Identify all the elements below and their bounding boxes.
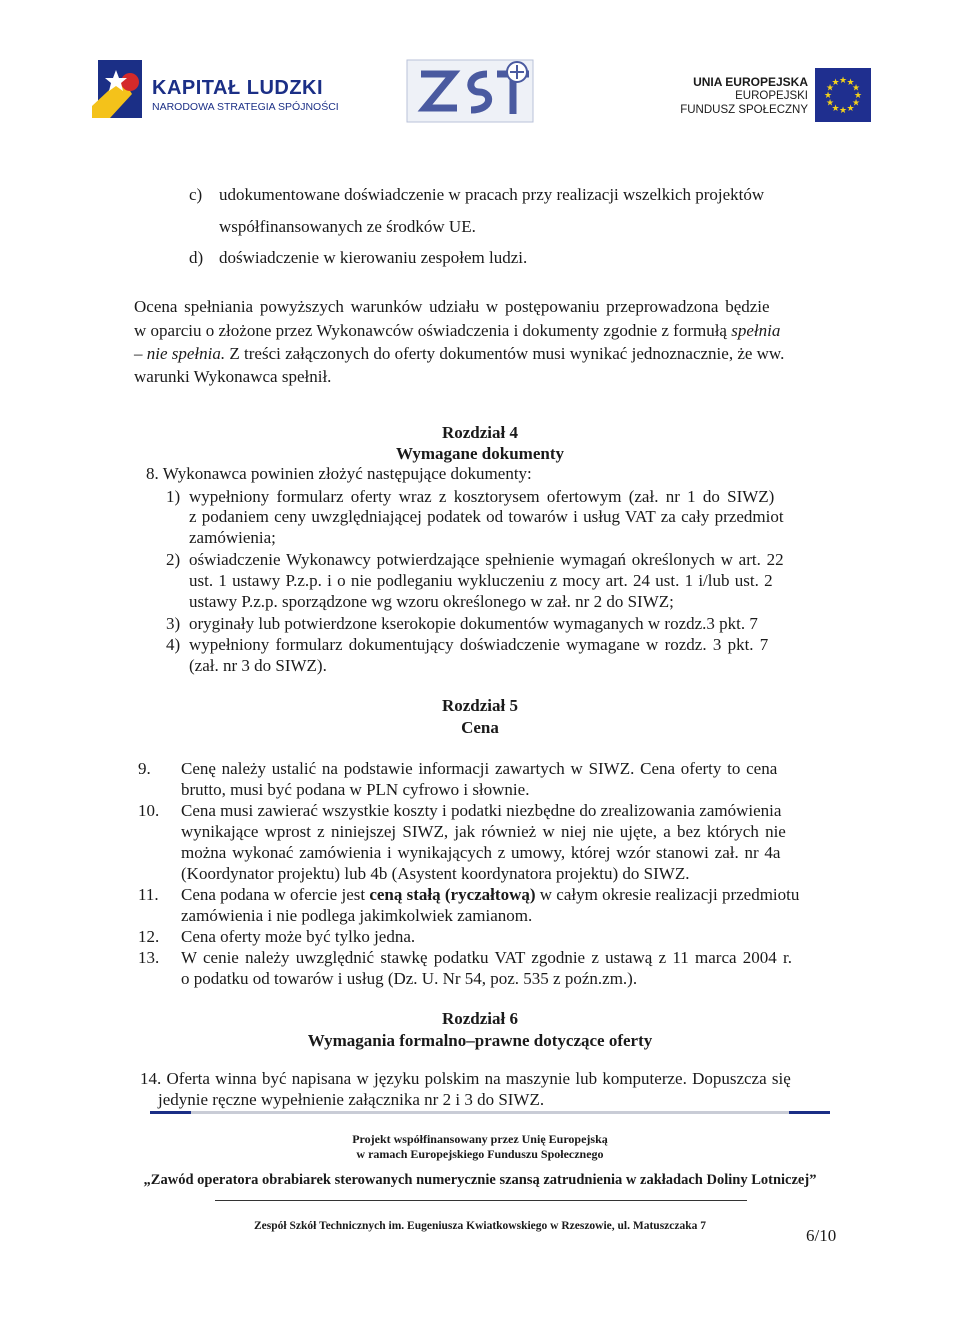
eu-star-icon: ★ [851,97,861,108]
paragraph-text: Z treści załączonych do oferty dokumentów musi wynikać jednoznacznie, że ww. [229,344,785,363]
doc-item-line: z podaniem ceny uwzględniającej podatek od towarów i usług VAT za cały przedmiot [189,507,784,526]
doc-item-line: wypełniony formularz dokumentujący doświadczenie wymagane w rozdz. 3 pkt. 7 [189,635,769,654]
doc-item-label: 1) [166,487,181,506]
doc-item-line: (zał. nr 3 do SIWZ). [189,656,327,675]
price-item-number: 12. [138,927,160,946]
paragraph-italic: spełnia [731,321,781,340]
eu-star-icon: ★ [825,82,835,93]
doc-item-line: zamówienia; [189,528,276,547]
price-item-line: brutto, musi być podana w PLN cyfrowo i słownie. [181,780,530,799]
price-item-line: W cenie należy uwzględnić stawkę podatku VAT zgodnie z ustawą z 11 marca 2004 r. [181,948,793,967]
price-item-line [181,884,799,905]
price-item-number: 10. [138,801,160,820]
chapter4-heading: Rozdział 4 [441,423,519,442]
doc-item-label: 4) [166,635,181,654]
price-item-line: Cena oferty może być tylko jedna. [181,927,416,946]
eu-star-icon: ★ [838,105,848,115]
eu-star-icon: ★ [851,82,861,93]
list-text-c1: udokumentowane doświadczenie w pracach przy realizacji wszelkich projektów [219,185,765,204]
eu-star-icon: ★ [846,103,855,113]
formal-item-line: jedynie ręczne wypełnienie załącznika nr 2 i 3 do SIWZ. [158,1090,545,1109]
footer-divider-top [150,1111,830,1114]
price-item-line: Cena musi zawierać wszystkie koszty i podatki niezbędne do zrealizowania zamówienia [181,801,782,820]
price-item-line: Cenę należy ustalić na podstawie informacji zawartych w SIWZ. Cena oferty to cena [181,759,778,778]
kapital-ludzki-logo [92,60,148,120]
price-text: w całym okresie realizacji przedmiotu [535,885,800,904]
footer-divider-bottom [215,1200,747,1201]
paragraph-line: Ocena spełniania powyższych warunków udziału w postępowaniu przeprowadzona będzie [134,297,770,316]
zst-logo [405,56,535,126]
eu-star-icon: ★ [838,75,848,85]
price-item-line: zamówienia i nie podlega jakimkolwiek zamianom. [181,906,533,925]
footer-project-line1: Projekt współfinansowany przez Unię Europejską [352,1132,608,1146]
price-item-line: o podatku od towarów i usług (Dz. U. Nr 54, poz. 535 z poźn.zm.). [181,969,638,988]
paragraph-text: w oparciu o złożone przez Wykonawców oświadczenia i dokumenty zgodnie z formułą [134,321,727,340]
eu-label-line1: UNIA EUROPEJSKA [693,75,808,89]
list-text-d: doświadczenie w kierowaniu zespołem ludzi. [219,248,528,267]
paragraph-italic: – nie spełnia. [134,344,226,363]
doc-item-line: wypełniony formularz oferty wraz z kosztorysem ofertowym (zał. nr 1 do SIWZ) [189,487,775,506]
doc-item-label: 2) [166,550,181,569]
price-item-line: (Koordynator projektu) lub 4b (Asystent koordynatora projektu) do SIWZ. [181,864,690,883]
price-item-line: wynikające wprost z niniejszej SIWZ, jak również w niej nie ujęte, a bez których nie [181,822,786,841]
zst-school-logo-icon [405,56,535,126]
doc-item-line: ustawy P.z.p. sporządzone wg wzoru określonego w zał. nr 2 do SIWZ; [189,592,674,611]
chapter5-title: Cena [461,718,499,737]
eu-star-icon: ★ [823,90,833,100]
price-fixed-emphasis: ceną stałą (ryczałtową) [369,885,536,904]
chapter5-heading: Rozdział 5 [441,696,519,715]
eu-label-line2: EUROPEJSKI [735,90,808,102]
list-label-c: c) [189,185,203,204]
eu-star-icon: ★ [853,90,863,100]
footer-project-title: „Zawód operatora obrabiarek sterowanych numerycznie szansą zatrudnienia w zakładach Doliny Lotniczej” [143,1172,817,1188]
eu-star-icon: ★ [825,97,835,108]
eu-star-icon: ★ [846,77,855,87]
price-item-line: można wykonać zamówienia i wynikających z umowy, której wzór stanowi zał. nr 4a [181,843,781,862]
eu-star-icon: ★ [831,77,840,87]
price-item-number: 11. [138,885,159,904]
footer-project-line2: w ramach Europejskiego Funduszu Społecznego [356,1147,604,1161]
kapital-ludzki-subtitle: NARODOWA STRATEGIA SPÓJNOŚCI [152,101,339,113]
chapter4-title: Wymagane dokumenty [396,444,564,463]
list-label-d: d) [189,248,204,267]
chapter6-heading: Rozdział 6 [441,1009,519,1028]
doc-item-label: 3) [166,614,181,633]
paragraph-line [134,320,780,341]
formal-item-line: 14. Oferta winna być napisana w języku polskim na maszynie lub komputerze. Dopuszcza się [140,1069,791,1088]
eu-stars-icon [815,68,871,122]
footer-school-address: Zespół Szkół Technicznych im. Eugeniusza Kwiatkowskiego w Rzeszowie, ul. Matuszczaka 7 [253,1220,707,1232]
list-text-c2: współfinansowanych ze środków UE. [219,217,476,236]
price-text: Cena podana w ofercie jest [181,885,370,904]
paragraph-line [134,343,784,364]
kapital-ludzki-emblem-icon [92,60,148,120]
page-number: 6/10 [806,1226,837,1245]
paragraph-line: warunki Wykonawca spełnił. [134,367,332,386]
eu-label-line3: FUNDUSZ SPOŁECZNY [680,104,808,116]
kapital-ludzki-title: KAPITAŁ LUDZKI [152,77,324,99]
chapter6-title: Wymagania formalno–prawne dotyczące oferty [307,1031,653,1050]
price-item-number: 9. [138,759,151,778]
doc-item-line: oświadczenie Wykonawcy potwierdzające spełnienie wymagań określonych w art. 22 [189,550,784,569]
eu-star-icon: ★ [831,103,840,113]
price-item-number: 13. [138,948,160,967]
chapter4-intro: 8. Wykonawca powinien złożyć następujące dokumenty: [146,464,532,483]
eu-flag [815,68,871,122]
doc-item-line: oryginały lub potwierdzone kserokopie dokumentów wymaganych w rozdz.3 pkt. 7 [189,614,758,633]
doc-item-line: ust. 1 ustawy P.z.p. i o nie podleganiu wykluczeniu z mocy art. 24 ust. 1 i/lub ust. 2 [189,571,773,590]
